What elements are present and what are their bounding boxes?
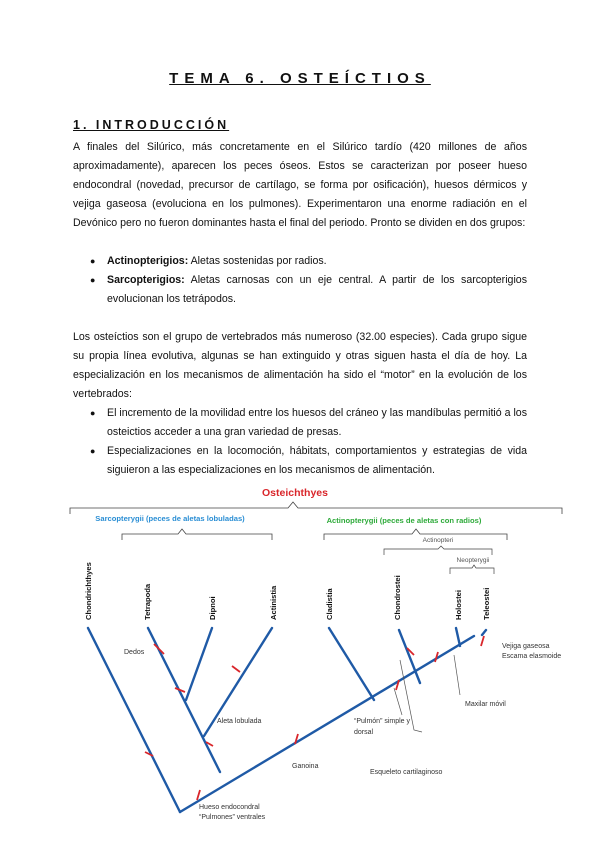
trait-vejiga: Vejiga gaseosa	[502, 643, 550, 650]
trait-tick	[481, 636, 484, 646]
taxon-dipnoi: Dipnoi	[208, 596, 217, 620]
trait-maxilar: Maxilar móvil	[465, 701, 506, 708]
trait-tick	[197, 790, 200, 800]
osteichthyes-bracket	[70, 502, 562, 514]
trait-tick	[232, 666, 240, 672]
paragraph-2: Los osteíctios son el grupo de vertebrados más numeroso (32.00 especies). Cada grupo sigue su propia línea evolutiva, algunas se han extinguido y otras siguen hasta el día de hoy. La especialización en los mecanismos de alimentación ha sido el “motor” en la evolución de los vertebrados:	[73, 331, 527, 400]
trait-pulmon-dorsal: dorsal	[354, 729, 374, 736]
actinopteri-label: Actinopteri	[422, 537, 454, 544]
trait-aleta-lobulada: Aleta lobulada	[217, 718, 262, 725]
neopterygii-bracket	[450, 565, 494, 574]
taxon-holostei: Holostei	[454, 590, 463, 620]
actinopteri-bracket	[384, 546, 492, 555]
page-title: TEMA 6. OSTEÍCTIOS	[169, 70, 431, 87]
group-text: Aletas carnosas con un eje central. A partir de los sarcopterigios evolucionan los tetrápodos.	[107, 274, 527, 305]
group-term: Sarcopterigios:	[107, 274, 185, 286]
list-item	[90, 404, 527, 442]
branch-holostei	[456, 628, 460, 646]
taxon-tetrapoda: Tetrapoda	[143, 583, 152, 620]
intro-paragraph: A finales del Silúrico, más concretamente en el Silúrico tardío (420 millones de años aproximadamente), aparecen los peces óseos. Estos se caracterizan por poseer hueso endocondral (novedad, precursor de cartílago, se forma por osificación), huesos dérmicos y vejiga gaseosa (evoluciona en los pulmones). Experimentaron una enorme radiación en el Devónico pero no fueron dominantes hasta el final del periodo. Pronto se dividen en dos grupos:	[73, 141, 527, 229]
sarcopterygii-label: Sarcopterygii (peces de aletas lobuladas)	[95, 514, 245, 523]
taxon-chondrostei: Chondrostei	[393, 575, 402, 620]
point-text: El incremento de la movilidad entre los huesos del cráneo y las mandíbulas permitió a los osteictios acceder a una gran variedad de presas.	[107, 407, 527, 438]
trait-esqueleto: Esqueleto cartilaginoso	[370, 769, 443, 776]
group-term: Actinopterigios:	[107, 255, 189, 267]
trait-escama: Escama elasmoide	[502, 653, 562, 660]
groups-list	[90, 252, 527, 309]
taxon-actinistia: Actinistia	[269, 585, 278, 620]
list-item	[90, 442, 527, 480]
bullet-icon: ●	[90, 275, 96, 285]
points-list	[90, 404, 527, 480]
sarcopterygii-bracket	[122, 529, 272, 540]
taxon-cladistia: Cladistia	[325, 588, 334, 620]
neopterygii-label: Neopterygii	[456, 557, 490, 564]
branch-dipnoi	[186, 628, 212, 700]
trait-hueso-endocondral: Hueso endocondral	[199, 804, 260, 811]
bullet-icon: ●	[90, 256, 96, 266]
bullet-icon: ●	[90, 408, 96, 418]
taxon-teleostei: Teleostei	[482, 587, 491, 620]
trait-ganoina: Ganoina	[292, 763, 319, 770]
list-item	[90, 271, 527, 309]
phylogeny-figure	[62, 480, 570, 825]
point-text: Especializaciones en la locomoción, hábitats, comportamientos y estrategias de vida siguieron a las especializaciones en los mecanismos de alimentación.	[107, 445, 527, 476]
pointer-line	[394, 688, 402, 715]
figure-title: Osteichthyes	[262, 487, 328, 499]
trait-dedos: Dedos	[124, 649, 145, 656]
pointer-line	[454, 655, 460, 695]
trait-pulmones-ventrales: “Pulmones” ventrales	[199, 814, 266, 821]
section-heading: 1. INTRODUCCIÓN	[73, 118, 230, 132]
trait-pulmon: “Pulmón” simple y	[354, 718, 411, 725]
list-item	[90, 252, 527, 271]
branch-cladistia	[329, 628, 374, 700]
actinopterygii-label: Actinopterygii (peces de aletas con radios)	[326, 516, 482, 525]
branch-teleostei	[482, 630, 486, 635]
actinopterygii-bracket	[324, 529, 507, 540]
taxon-chondrichthyes: Chondrichthyes	[84, 562, 93, 620]
bullet-icon: ●	[90, 446, 96, 456]
group-text: Aletas sostenidas por radios.	[188, 255, 327, 267]
